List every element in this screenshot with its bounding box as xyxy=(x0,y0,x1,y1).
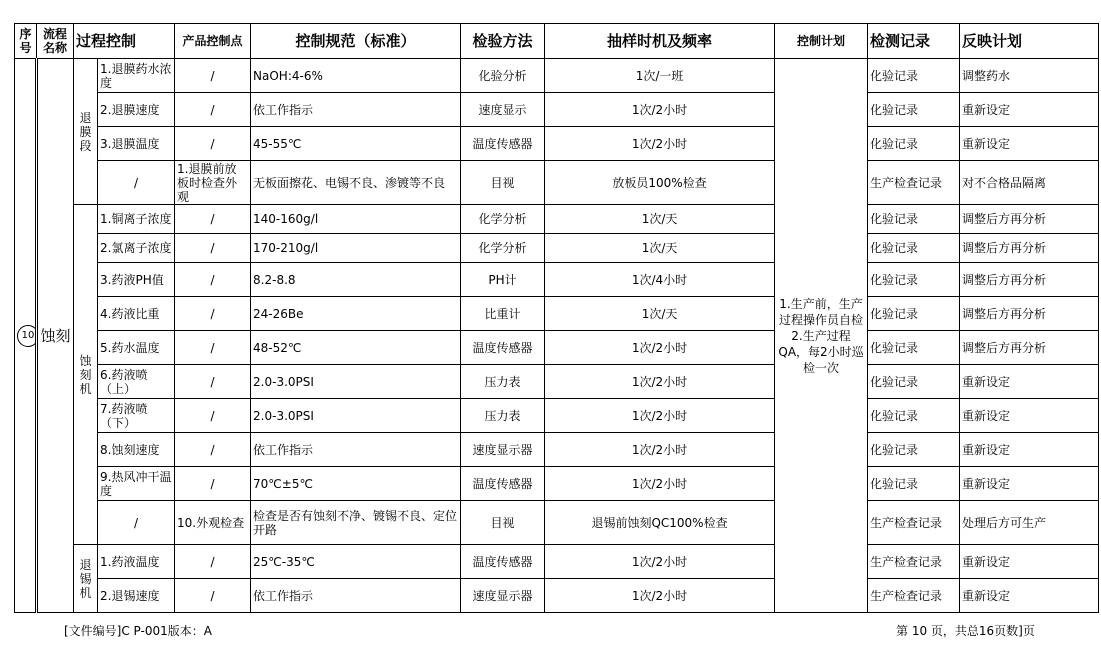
method-cell: 温度传感器 xyxy=(461,467,545,501)
control-point-cell: / xyxy=(175,127,251,161)
record-cell: 生产检查记录 xyxy=(868,501,960,545)
reaction-cell: 重新设定 xyxy=(960,365,1099,399)
control-point-cell: 1.退膜前放板时检查外观 xyxy=(175,161,251,205)
frequency-cell: 1次/天 xyxy=(545,297,775,331)
header-record: 检测记录 xyxy=(868,24,960,59)
process-cell: 3.药液PH值 xyxy=(98,263,175,297)
header-reaction: 反映计划 xyxy=(960,24,1099,59)
control-point-cell: / xyxy=(175,297,251,331)
record-cell: 化验记录 xyxy=(868,433,960,467)
table-row xyxy=(15,297,1099,331)
frequency-cell: 1次/4小时 xyxy=(545,263,775,297)
reaction-cell: 重新设定 xyxy=(960,545,1099,579)
table-row xyxy=(15,127,1099,161)
control-point-cell: / xyxy=(175,433,251,467)
header-point: 产品控制点 xyxy=(175,24,251,59)
seq-cell xyxy=(15,59,37,613)
spec-cell: 依工作指示 xyxy=(251,93,461,127)
header-seq: 序号 xyxy=(15,24,37,59)
record-cell: 生产检查记录 xyxy=(868,161,960,205)
record-cell: 化验记录 xyxy=(868,331,960,365)
record-cell: 化验记录 xyxy=(868,365,960,399)
process-cell: 1.铜离子浓度 xyxy=(98,205,175,234)
table-row xyxy=(15,234,1099,263)
process-cell: 5.药水温度 xyxy=(98,331,175,365)
record-cell: 化验记录 xyxy=(868,297,960,331)
process-control-table xyxy=(14,23,1099,613)
section-etching: 蚀刻机 xyxy=(74,205,98,545)
method-cell: 压力表 xyxy=(461,365,545,399)
header-process: 过程控制 xyxy=(74,24,175,59)
spec-cell: 140-160g/l xyxy=(251,205,461,234)
header-freq: 抽样时机及频率 xyxy=(545,24,775,59)
spec-cell: 170-210g/l xyxy=(251,234,461,263)
section-stripping: 退膜段 xyxy=(74,59,98,205)
control-point-cell: / xyxy=(175,234,251,263)
control-plan: 1.生产前，生产过程操作员自检 2.生产过程QA，每2小时巡检一次 xyxy=(775,59,868,613)
method-cell: 化学分析 xyxy=(461,205,545,234)
reaction-cell: 重新设定 xyxy=(960,467,1099,501)
control-point-cell: / xyxy=(175,579,251,613)
control-point-cell: / xyxy=(175,93,251,127)
frequency-cell: 1次/2小时 xyxy=(545,579,775,613)
frequency-cell: 1次/2小时 xyxy=(545,127,775,161)
control-point-cell: / xyxy=(175,59,251,93)
record-cell: 化验记录 xyxy=(868,234,960,263)
table-row xyxy=(15,365,1099,399)
spec-cell: 25℃-35℃ xyxy=(251,545,461,579)
table-row xyxy=(15,501,1099,545)
flow-name: 蚀刻 xyxy=(37,59,74,613)
method-cell: PH计 xyxy=(461,263,545,297)
record-cell: 化验记录 xyxy=(868,93,960,127)
reaction-cell: 重新设定 xyxy=(960,93,1099,127)
page-number: 第 10 页，共总16页数]页 xyxy=(896,624,1035,638)
spec-cell: 依工作指示 xyxy=(251,579,461,613)
method-cell: 目视 xyxy=(461,161,545,205)
table-row xyxy=(15,161,1099,205)
record-cell: 化验记录 xyxy=(868,59,960,93)
process-cell: 2.氯离子浓度 xyxy=(98,234,175,263)
reaction-cell: 重新设定 xyxy=(960,399,1099,433)
section-tin-strip: 退锡机 xyxy=(74,545,98,613)
reaction-cell: 调整后方再分析 xyxy=(960,297,1099,331)
table-row xyxy=(15,433,1099,467)
frequency-cell: 1次/一班 xyxy=(545,59,775,93)
header-row xyxy=(15,24,1099,59)
record-cell: 化验记录 xyxy=(868,205,960,234)
control-point-cell: / xyxy=(175,545,251,579)
method-cell: 压力表 xyxy=(461,399,545,433)
frequency-cell: 1次/2小时 xyxy=(545,545,775,579)
reaction-cell: 调整后方再分析 xyxy=(960,263,1099,297)
frequency-cell: 退锡前蚀刻QC100%检查 xyxy=(545,501,775,545)
spec-cell: 检查是否有蚀刻不净、镀锡不良、定位开路 xyxy=(251,501,461,545)
process-cell: / xyxy=(98,501,175,545)
reaction-cell: 处理后方可生产 xyxy=(960,501,1099,545)
frequency-cell: 1次/2小时 xyxy=(545,433,775,467)
control-point-cell: / xyxy=(175,467,251,501)
method-cell: 速度显示 xyxy=(461,93,545,127)
record-cell: 化验记录 xyxy=(868,263,960,297)
frequency-cell: 1次/2小时 xyxy=(545,365,775,399)
method-cell: 化验分析 xyxy=(461,59,545,93)
spec-cell: NaOH:4-6% xyxy=(251,59,461,93)
spec-cell: 24-26Be xyxy=(251,297,461,331)
frequency-cell: 1次/2小时 xyxy=(545,93,775,127)
spec-cell: 无板面擦花、电锡不良、渗镀等不良 xyxy=(251,161,461,205)
method-cell: 温度传感器 xyxy=(461,545,545,579)
process-cell: 6.药液喷（上） xyxy=(98,365,175,399)
record-cell: 化验记录 xyxy=(868,399,960,433)
seq-number: 10 xyxy=(17,325,37,347)
frequency-cell: 1次/天 xyxy=(545,234,775,263)
table-row xyxy=(15,545,1099,579)
reaction-cell: 调整后方再分析 xyxy=(960,205,1099,234)
method-cell: 温度传感器 xyxy=(461,331,545,365)
record-cell: 化验记录 xyxy=(868,127,960,161)
header-spec: 控制规范（标准） xyxy=(251,24,461,59)
header-plan: 控制计划 xyxy=(775,24,868,59)
process-cell: 4.药液比重 xyxy=(98,297,175,331)
control-point-cell: 10.外观检查 xyxy=(175,501,251,545)
reaction-cell: 重新设定 xyxy=(960,127,1099,161)
control-point-cell: / xyxy=(175,263,251,297)
process-cell: 1.药液温度 xyxy=(98,545,175,579)
method-cell: 温度传感器 xyxy=(461,127,545,161)
spec-cell: 70℃±5℃ xyxy=(251,467,461,501)
spec-cell: 45-55℃ xyxy=(251,127,461,161)
method-cell: 速度显示器 xyxy=(461,579,545,613)
table-row xyxy=(15,467,1099,501)
process-cell: 3.退膜温度 xyxy=(98,127,175,161)
method-cell: 比重计 xyxy=(461,297,545,331)
method-cell: 目视 xyxy=(461,501,545,545)
table-row xyxy=(15,579,1099,613)
reaction-cell: 重新设定 xyxy=(960,433,1099,467)
reaction-cell: 调整后方再分析 xyxy=(960,234,1099,263)
process-cell: 2.退锡速度 xyxy=(98,579,175,613)
spec-cell: 48-52℃ xyxy=(251,331,461,365)
process-cell: / xyxy=(98,161,175,205)
table-row xyxy=(15,59,1099,93)
table-row xyxy=(15,93,1099,127)
reaction-cell: 调整药水 xyxy=(960,59,1099,93)
process-cell: 8.蚀刻速度 xyxy=(98,433,175,467)
reaction-cell: 调整后方再分析 xyxy=(960,331,1099,365)
spec-cell: 2.0-3.0PSI xyxy=(251,399,461,433)
process-cell: 7.药液喷（下） xyxy=(98,399,175,433)
process-cell: 2.退膜速度 xyxy=(98,93,175,127)
frequency-cell: 1次/2小时 xyxy=(545,331,775,365)
header-method: 检验方法 xyxy=(461,24,545,59)
spec-cell: 依工作指示 xyxy=(251,433,461,467)
table-row xyxy=(15,399,1099,433)
reaction-cell: 对不合格品隔离 xyxy=(960,161,1099,205)
header-flow: 流程名称 xyxy=(37,24,74,59)
method-cell: 化学分析 xyxy=(461,234,545,263)
frequency-cell: 放板员100%检查 xyxy=(545,161,775,205)
table-row xyxy=(15,263,1099,297)
control-point-cell: / xyxy=(175,399,251,433)
control-point-cell: / xyxy=(175,365,251,399)
record-cell: 化验记录 xyxy=(868,467,960,501)
process-cell: 9.热风冲干温度 xyxy=(98,467,175,501)
table-row xyxy=(15,205,1099,234)
record-cell: 生产检查记录 xyxy=(868,579,960,613)
control-point-cell: / xyxy=(175,331,251,365)
table-row xyxy=(15,331,1099,365)
frequency-cell: 1次/天 xyxy=(545,205,775,234)
reaction-cell: 重新设定 xyxy=(960,579,1099,613)
spec-cell: 2.0-3.0PSI xyxy=(251,365,461,399)
record-cell: 生产检查记录 xyxy=(868,545,960,579)
frequency-cell: 1次/2小时 xyxy=(545,399,775,433)
doc-number: [文件编号]C P-001版本：A xyxy=(64,624,212,638)
frequency-cell: 1次/2小时 xyxy=(545,467,775,501)
method-cell: 速度显示器 xyxy=(461,433,545,467)
spec-cell: 8.2-8.8 xyxy=(251,263,461,297)
process-cell: 1.退膜药水浓度 xyxy=(98,59,175,93)
control-point-cell: / xyxy=(175,205,251,234)
